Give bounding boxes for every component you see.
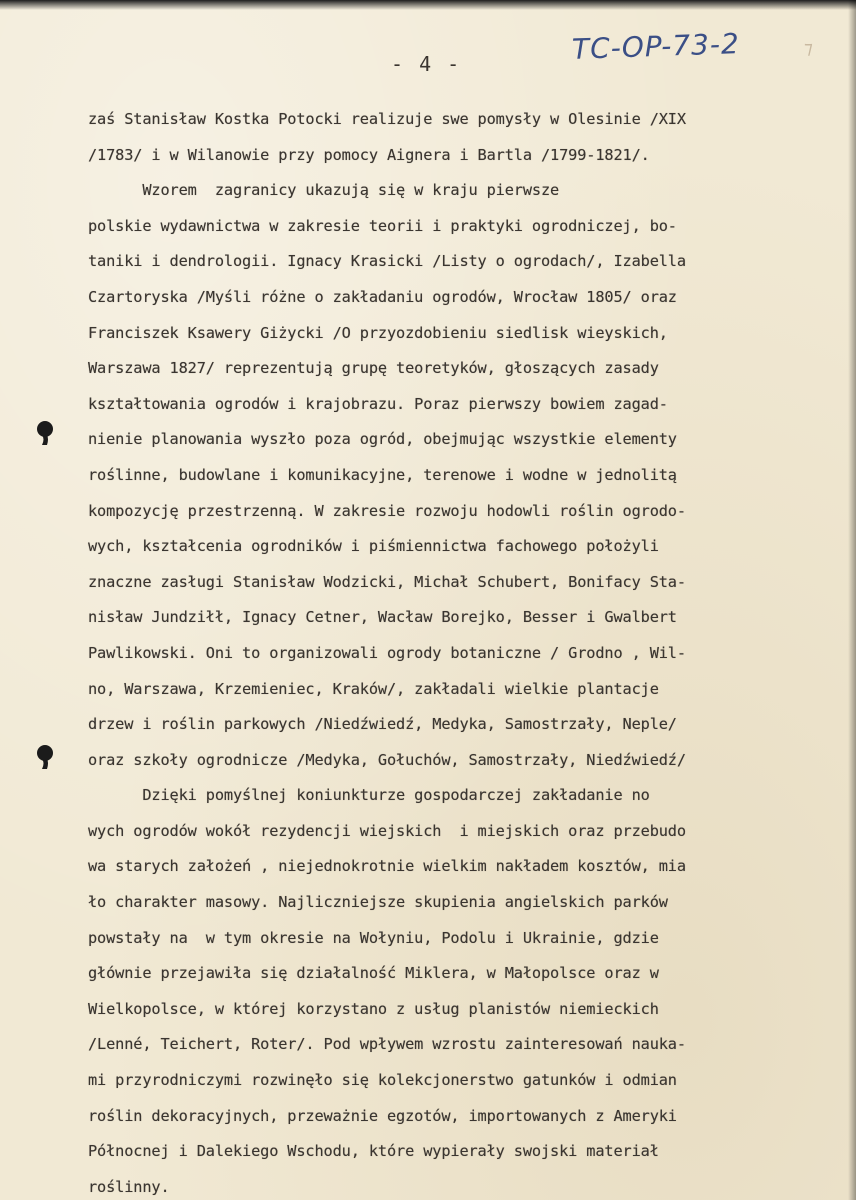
text-line: kształtowania ogrodów i krajobrazu. Poraz pierwszy bowiem zagad- [88,394,668,413]
punch-hole-icon [36,420,54,446]
text-line: roślinny. [88,1177,170,1196]
text-line: Czartoryska /Myśli różne o zakładaniu ogrodów, Wrocław 1805/ oraz [88,287,677,306]
text-line: no, Warszawa, Krzemieniec, Kraków/, zakładali wielkie plantacje [88,679,659,698]
text-line: wych ogrodów wokół rezydencji wiejskich i miejskich oraz przebudo [88,821,686,840]
corner-pencil-mark: ⁊ [804,38,813,59]
text-line: mi przyrodniczymi rozwinęło się kolekcjonerstwo gatunków i odmian [88,1071,677,1090]
text-line: ło charakter masowy. Najliczniejsze skupienia angielskich parków [88,893,668,912]
text-line: Wzorem zagranicy ukazują się w kraju pierwsze [88,181,560,200]
text-line: zaś Stanisław Kostka Potocki realizuje swe pomysły w Olesinie /XIX [88,110,686,128]
text-line: /1783/ i w Wilanowie przy pomocy Aignera i Bartla /1799-1821/. [88,145,650,164]
scan-right-edge [848,0,856,1200]
text-line: drzew i roślin parkowych /Niedźwiedź, Medyka, Samostrzały, Neple/ [88,715,677,734]
text-line: powstały na w tym okresie na Wołyniu, Podolu i Ukrainie, gdzie [88,928,659,947]
text-line: Franciszek Ksawery Giżycki /O przyozdobieniu siedlisk wieyskich, [88,323,668,342]
text-line: roślinne, budowlane i komunikacyjne, terenowe i wodne w jednolitą [88,465,677,484]
text-line: taniki i dendrologii. Ignacy Krasicki /Listy o ogrodach/, Izabella [88,252,686,271]
text-line: nisław Jundziłł, Ignacy Cetner, Wacław Borejko, Besser i Gwalbert [88,608,677,627]
text-line: Dzięki pomyślnej koniunkturze gospodarczej zakładanie no [88,786,650,805]
scan-top-edge [0,0,856,10]
text-line: głównie przejawiła się działalność Miklera, w Małopolsce oraz w [88,964,659,983]
text-line: wa starych założeń , niejednokrotnie wielkim nakładem kosztów, mia [88,857,686,876]
body-text [88,102,848,1200]
text-line: polskie wydawnictwa w zakresie teorii i praktyki ogrodniczej, bo- [88,216,677,235]
text-line: /Lenné, Teichert, Roter/. Pod wpływem wzrostu zainteresowań nauka- [88,1035,686,1054]
text-line: wych, kształcenia ogrodników i piśmiennictwa fachowego położyli [88,537,659,556]
text-line: Warszawa 1827/ reprezentują grupę teoretyków, głoszących zasady [88,359,659,378]
page-number: - 4 - [391,52,462,76]
text-line: znaczne zasługi Stanisław Wodzicki, Michał Schubert, Bonifacy Sta- [88,572,686,591]
text-line: Pawlikowski. Oni to organizowali ogrody botaniczne / Grodno , Wil- [88,643,686,662]
handwritten-reference: TC-OP-73-2 [571,27,741,66]
text-line: roślin dekoracyjnych, przeważnie egzotów, importowanych z Ameryki [88,1106,677,1125]
text-line: Północnej i Dalekiego Wschodu, które wypierały swojski materiał [88,1142,659,1161]
punch-hole-icon [36,744,54,770]
text-line: Wielkopolsce, w której korzystano z usług planistów niemieckich [88,999,659,1018]
text-line: kompozycję przestrzenną. W zakresie rozwoju hodowli roślin ogrodo- [88,501,686,520]
text-line: nienie planowania wyszło poza ogród, obejmując wszystkie elementy [88,430,677,449]
text-line: oraz szkoły ogrodnicze /Medyka, Gołuchów, Samostrzały, Niedźwiedź/ [88,750,686,769]
